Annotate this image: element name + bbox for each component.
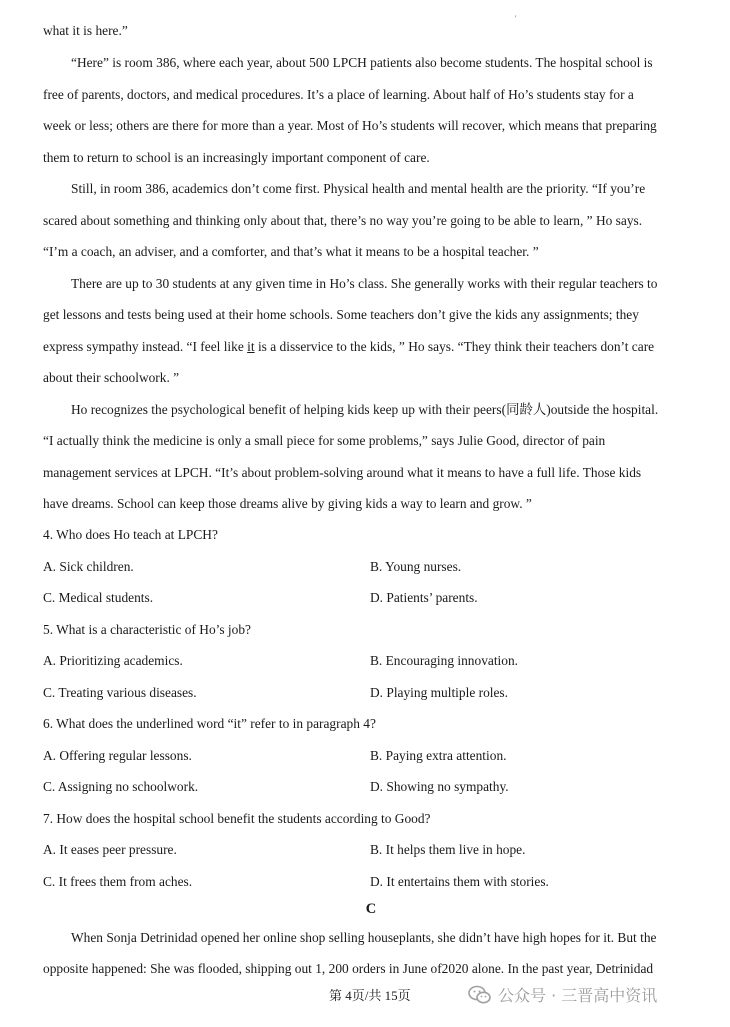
question-6: 6. What does the underlined word “it” refer to in paragraph 4? <box>43 716 376 731</box>
option-4b: B. Young nurses. <box>370 559 462 574</box>
wechat-icon <box>468 985 492 1005</box>
paragraph-2-line-3: “I’m a coach, an adviser, and a comforter, and that’s what it means to be a hospital teacher. ” <box>43 244 539 259</box>
paragraph-5-line-1: When Sonja Detrinidad opened her online shop selling houseplants, she didn’t have high hopes for it. But the <box>71 930 657 945</box>
paragraph-5-line-2: opposite happened: She was flooded, shipping out 1, 200 orders in June of2020 alone. In the past year, Detrinidad <box>43 961 654 976</box>
paragraph-1-line-1: “Here” is room 386, where each year, about 500 LPCH patients also become students. The hospital school is <box>71 55 653 70</box>
paragraph-4-line-3: management services at LPCH. “It’s about problem-solving around what it means to have a full life. Those kids <box>43 465 642 480</box>
option-4c: C. Medical students. <box>43 590 154 605</box>
option-6b: B. Paying extra attention. <box>370 748 507 763</box>
option-4d: D. Patients’ parents. <box>370 590 478 605</box>
option-7d: D. It entertains them with stories. <box>370 874 549 889</box>
text-segment: express sympathy instead. “I feel like <box>43 339 248 354</box>
paragraph-3-line-2: get lessons and tests being used at their home schools. Some teachers don’t give the kids any assignments; they <box>43 307 639 322</box>
option-6a: A. Offering regular lessons. <box>43 748 192 763</box>
question-7: 7. How does the hospital school benefit the students according to Good? <box>43 811 431 826</box>
paragraph-1-line-4: them to return to school is an increasingly important component of care. <box>43 150 430 165</box>
watermark <box>468 983 657 1006</box>
option-5d: D. Playing multiple roles. <box>370 685 508 700</box>
paragraph-4-line-4: have dreams. School can keep those dreams alive by giving kids a way to learn and grow. ” <box>43 496 532 511</box>
paragraph-4-line-1: Ho recognizes the psychological benefit of helping kids keep up with their peers(同龄人)outside the hospital. <box>71 402 659 417</box>
question-4: 4. Who does Ho teach at LPCH? <box>43 527 218 542</box>
paragraph-2-line-1: Still, in room 386, academics don’t come first. Physical health and mental health are the priority. “If you’re <box>71 181 646 196</box>
paragraph-2-line-2: scared about something and thinking only about that, there’s no way you’re going to be able to learn, ” Ho says. <box>43 213 643 228</box>
option-7b: B. It helps them live in hope. <box>370 842 526 857</box>
option-5a: A. Prioritizing academics. <box>43 653 183 668</box>
option-7a: A. It eases peer pressure. <box>43 842 177 857</box>
stray-mark: ' <box>515 14 517 23</box>
option-7c: C. It frees them from aches. <box>43 874 193 889</box>
paragraph-3-line-4: about their schoolwork. ” <box>43 370 180 385</box>
text-line: what it is here.” <box>43 23 128 38</box>
paragraph-1-line-2: free of parents, doctors, and medical procedures. It’s a place of learning. About half of Ho’s students stay for a <box>43 87 634 102</box>
option-6c: C. Assigning no schoolwork. <box>43 779 199 794</box>
paragraph-3-line-3 <box>43 338 654 356</box>
question-5: 5. What is a characteristic of Ho’s job? <box>43 622 251 637</box>
paragraph-1-line-3: week or less; others are there for more than a year. Most of Ho’s students will recover, which means that preparing <box>43 118 657 133</box>
option-5b: B. Encouraging innovation. <box>370 653 519 668</box>
option-4a: A. Sick children. <box>43 559 134 574</box>
option-5c: C. Treating various diseases. <box>43 685 197 700</box>
option-6d: D. Showing no sympathy. <box>370 779 509 794</box>
section-heading: C <box>365 901 377 917</box>
watermark-text: 公众号 · 三晋高中资讯 <box>498 986 658 1005</box>
paragraph-3-line-1: There are up to 30 students at any given time in Ho’s class. She generally works with their regular teachers to <box>71 276 658 291</box>
paragraph-4-line-2: “I actually think the medicine is only a small piece for some problems,” says Julie Good, director of pain <box>43 433 606 448</box>
page-number: 第 4页/共 15页 <box>329 988 411 1003</box>
underlined-word: it <box>247 339 255 354</box>
text-segment: is a disservice to the kids, ” Ho says. “They think their teachers don’t care <box>254 339 655 354</box>
